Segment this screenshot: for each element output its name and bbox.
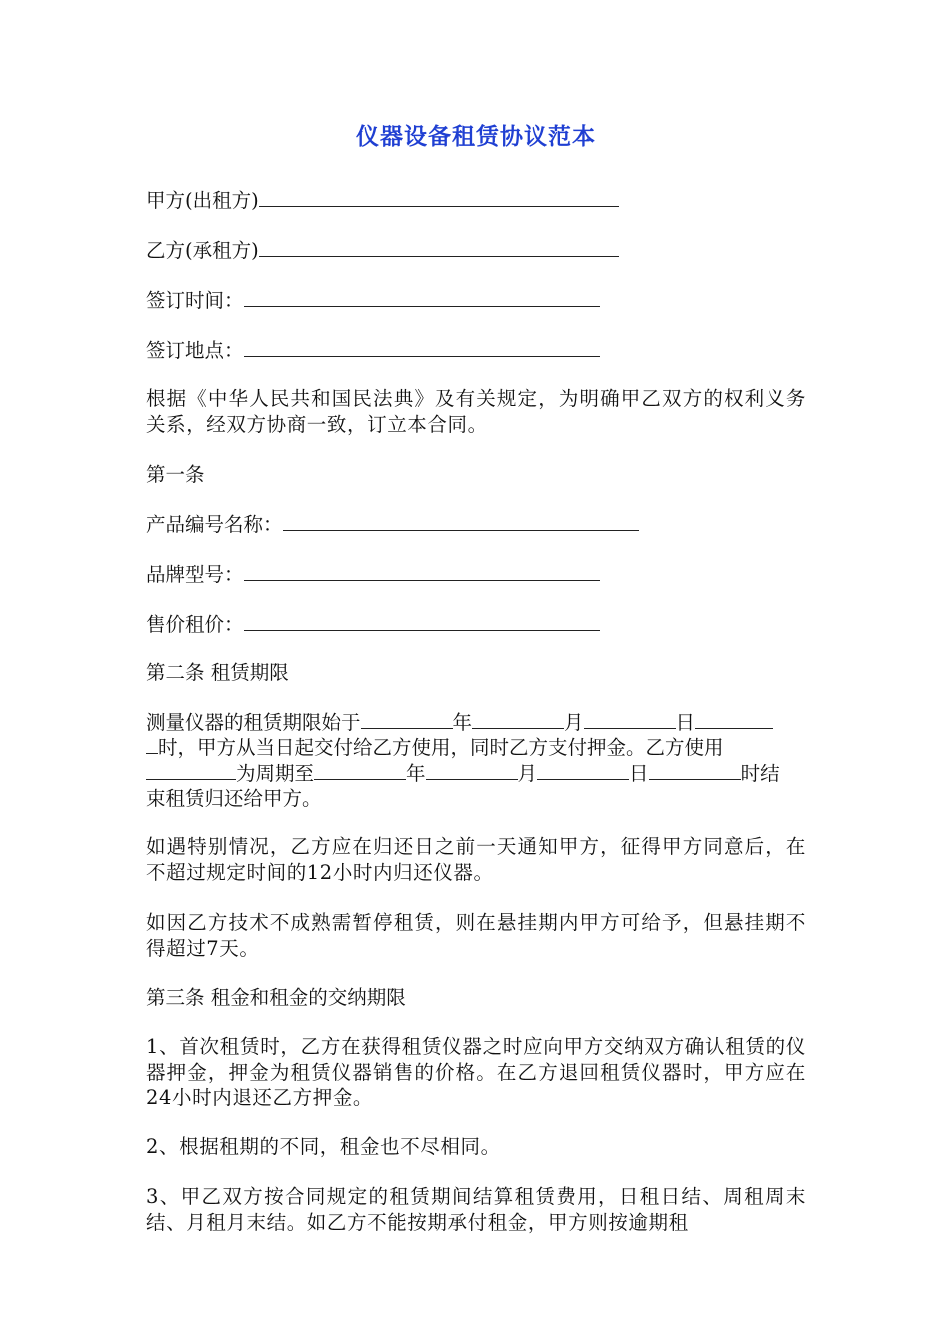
- month-blank: [472, 710, 564, 729]
- brand-blank: [244, 562, 600, 581]
- year-blank: [361, 710, 453, 729]
- end-month-blank: [426, 761, 518, 780]
- article3-heading: 第三条 租金和租金的交纳期限: [146, 986, 406, 1009]
- month-text: 月: [564, 711, 584, 734]
- price-label: 售价租价：: [146, 613, 244, 636]
- sign-place-line: [146, 338, 600, 363]
- article2-p2: 如遇特别情况，乙方应在归还日之前一天通知甲方，征得甲方同意后，在不超过规定时间的12小时内归还仪器。: [146, 835, 806, 884]
- hour-blank: [695, 710, 773, 729]
- end-hour-text: 时结: [740, 762, 780, 785]
- day-blank: [584, 710, 676, 729]
- day-text: 日: [675, 711, 696, 734]
- period-text: 为周期至: [236, 762, 315, 785]
- article3-p3: 3、甲乙双方按合同规定的租赁期间结算租赁费用，日租日结、周租周末结、月租月末结。如乙方不能按期承付租金，甲方则按逾期租: [146, 1185, 806, 1234]
- party-a-blank: [259, 188, 619, 207]
- document-title: 仪器设备租赁协议范本: [356, 124, 596, 150]
- article1-heading: 第一条: [146, 463, 205, 486]
- sign-place-blank: [244, 338, 600, 357]
- end-day-text: 日: [629, 762, 649, 785]
- party-b-label: 乙方(承租方): [146, 239, 259, 262]
- end-year-blank: [314, 761, 406, 780]
- party-b-line: [146, 238, 619, 263]
- lease-start-text: 测量仪器的租赁期限始于: [146, 711, 361, 734]
- intro-paragraph: 根据《中华人民共和国民法典》及有关规定，为明确甲乙双方的权利义务关系，经双方协商一致，订立本合同。: [146, 387, 806, 436]
- article2-p1-line4: 束租赁归还给甲方。: [146, 787, 322, 810]
- party-b-blank: [259, 238, 619, 257]
- brand-label: 品牌型号：: [146, 563, 244, 586]
- article2-p1-line2: [146, 735, 724, 760]
- article2-p3: 如因乙方技术不成熟需暂停租赁，则在悬挂期内甲方可给予，但悬挂期不得超过7天。: [146, 911, 806, 960]
- product-label: 产品编号名称：: [146, 513, 283, 536]
- delivery-text: 时，甲方从当日起交付给乙方使用，同时乙方支付押金。乙方使用: [158, 736, 724, 759]
- end-hour-blank: [649, 761, 741, 780]
- party-a-label: 甲方(出租方): [146, 189, 259, 212]
- article2-heading: 第二条 租赁期限: [146, 661, 289, 684]
- article2-p1-line3: [146, 761, 780, 786]
- sign-time-line: [146, 288, 600, 313]
- end-day-blank: [537, 761, 629, 780]
- price-line: [146, 612, 600, 637]
- article3-p2: 2、根据租期的不同，租金也不尽相同。: [146, 1135, 501, 1158]
- period-blank: [146, 761, 236, 780]
- article3-p1: 1、首次租赁时，乙方在获得租赁仪器之时应向甲方交纳双方确认租赁的仪器押金，押金为租赁仪器销售的价格。在乙方退回租赁仪器时，甲方应在24小时内退还乙方押金。: [146, 1035, 806, 1109]
- end-year-text: 年: [406, 762, 426, 785]
- party-a-line: [146, 188, 619, 213]
- sign-time-label: 签订时间：: [146, 289, 244, 312]
- product-blank: [283, 512, 639, 531]
- article2-p1-line1: [146, 710, 773, 735]
- price-blank: [244, 612, 600, 631]
- year-text: 年: [452, 711, 473, 734]
- brand-line: [146, 562, 600, 587]
- sign-place-label: 签订地点：: [146, 339, 244, 362]
- sign-time-blank: [244, 288, 600, 307]
- product-line: [146, 512, 639, 537]
- hour-blank-cont: [146, 735, 158, 754]
- end-month-text: 月: [517, 762, 538, 785]
